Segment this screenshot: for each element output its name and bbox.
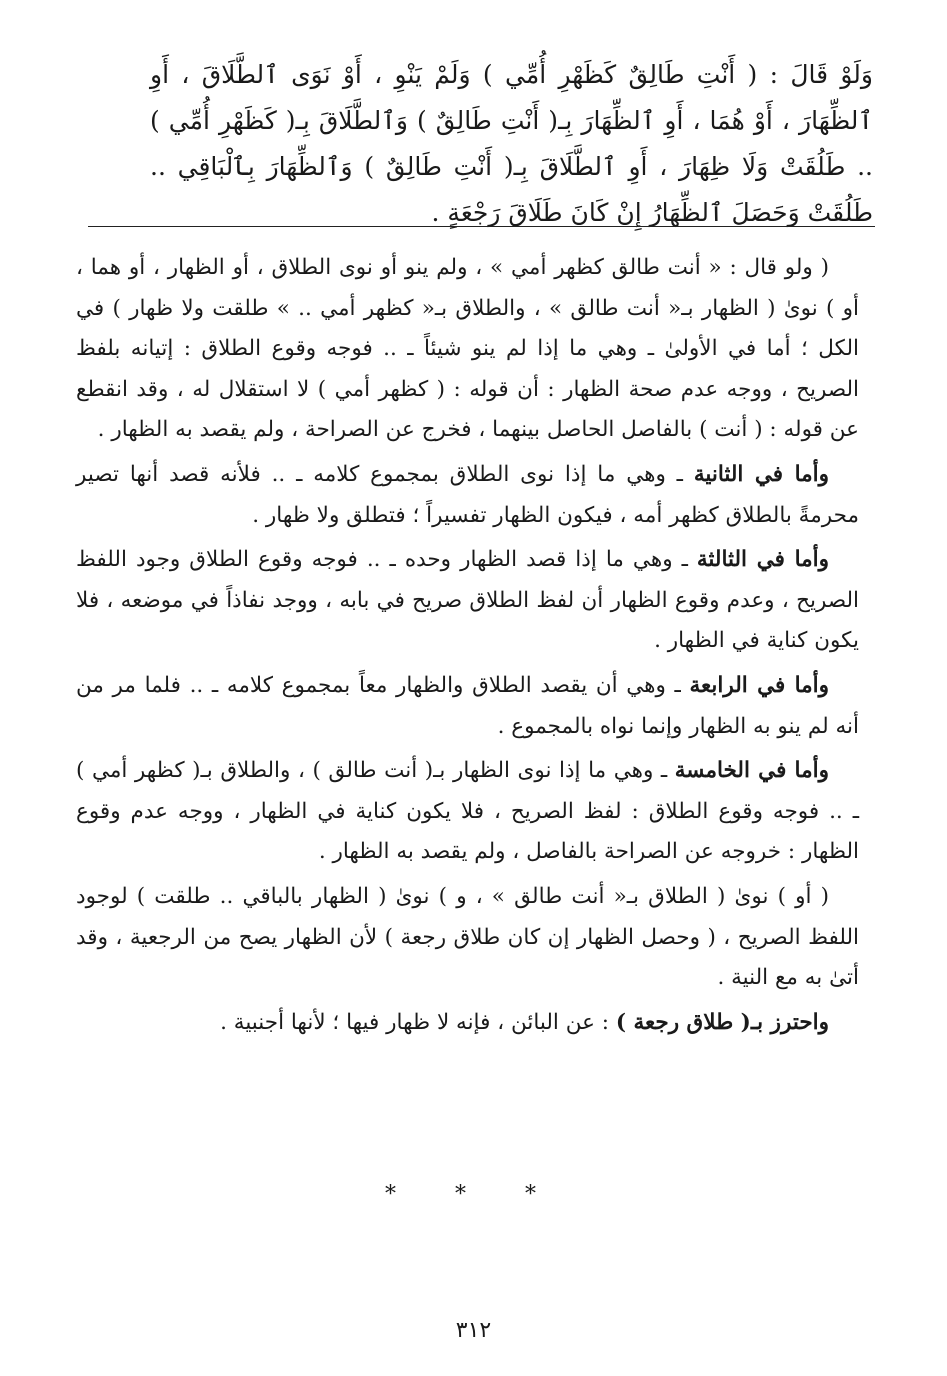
commentary-paragraph [76, 877, 859, 999]
section-divider [88, 226, 875, 227]
paragraph-text: ( أو ) نوىٰ ( الطلاق بـ« أنت طالق » ، و ) نوىٰ ( الظهار بالباقي .. طلقت ) لوجود اللفظ الصريح ، ( وحصل الظهار إن كان طلاق رجعة ) لأن الظهار يصح من الرجعية ، وقد أتىٰ به مع النية . [76, 883, 859, 991]
section-separator-stars: * * * [385, 1182, 562, 1207]
paragraph-lead: واحترز بـ( طلاق رجعة ) [615, 1009, 829, 1035]
commentary-paragraph [76, 248, 859, 451]
paragraph-text: ـ وهي أن يقصد الطلاق والظهار معاً بمجموع كلامه ـ .. فلما مر من أنه لم ينو به الظهار وإنما نواه بالمجموع . [76, 672, 859, 739]
commentary [76, 248, 859, 1047]
page-number: ٣١٢ [455, 1318, 492, 1343]
paragraph-lead: وأما في الخامسة [674, 758, 829, 784]
commentary-paragraph [76, 455, 859, 536]
paragraph-text: ـ وهي ما إذا قصد الظهار وحده ـ .. فوجه وقوع الطلاق وجود اللفظ الصريح ، وعدم وقوع الظهار أن لفظ الطلاق صريح في بابه ، ووجد نفاذاً في موضعه ، فلا يكون كناية في الظهار . [76, 547, 859, 654]
matn-text: وَلَوْ قَالَ : ( أَنْتِ طَالِقٌ كَظَهْرِ أُمِّي ) وَلَمْ يَنْوِ ، أَوْ نَوَى ٱلطَّلَاقَ ، أَوِ ٱلظِّهَارَ ، أَوْ هُمَا ، أَوِ ٱلظِّهَارَ بِـ( أَنْتِ طَالِقٌ ) وَٱلطَّلَاقَ بِـ( كَظَهْرِ أُمِّي ) .. طَلُقَتْ وَلَا ظِهَارَ ، أَوِ ٱلطَّلَاقَ بِـ( أَنْتِ طَالِقٌ ) وَٱلظِّهَارَ بِٱلْبَاقِي .. طَلُقَتْ وَحَصَلَ ٱلظِّهَارُ إِنْ كَانَ طَلَاقَ رَجْعَةٍ . [150, 60, 873, 227]
commentary-paragraph [76, 1003, 859, 1044]
commentary-paragraph [76, 540, 859, 662]
paragraph-text: ـ وهي ما إذا نوى الظهار بـ( أنت طالق ) ، والطلاق بـ( كظهر أمي ) ـ .. فوجه وقوع الطلاق : لفظ الصريح ، فلا يكون كناية في الظهار ، ووجه عدم وقوع الظهار : خروجه عن الصراحة بالفاصل ، ولم يقصد به الظهار . [76, 758, 859, 865]
paragraph-text: : عن البائن ، فإنه لا ظهار فيها ؛ لأنها أجنبية . [220, 1009, 616, 1035]
paragraph-text: ( ولو قال : « أنت طالق كظهر أمي » ، ولم ينو أو نوى الطلاق ، أو الظهار ، أو هما ، أو ) نوىٰ ( الظهار بـ« أنت طالق » ، والطلاق بـ« كظهر أمي .. » طلقت ولا ظهار ) في الكل ؛ أما في الأولىٰ ـ وهي ما إذا لم ينو شيئاً ـ .. فوجه وقوع الطلاق : إتيانه بلفظ الصريح ، ووجه عدم صحة الظهار : أن قوله : ( كظهر أمي ) لا استقلال له ، وقد انقطع عن قوله : ( أنت ) بالفاصل الحاصل بينهما ، فخرج عن الصراحة ، ولم يقصد به الظهار . [76, 255, 859, 443]
paragraph-lead: وأما في الثالثة [696, 547, 829, 573]
paragraph-text: ـ وهي ما إذا نوى الطلاق بمجموع كلامه ـ .. فلأنه قصد أنها تصير محرمةً بالطلاق كظهر أمه ، فيكون الظهار تفسيراً ؛ فتطلق ولا ظهار . [76, 461, 859, 528]
paragraph-lead: وأما في الرابعة [689, 672, 829, 698]
commentary-paragraph [76, 751, 859, 873]
paragraph-lead: وأما في الثانية [693, 461, 829, 487]
commentary-paragraph [76, 666, 859, 747]
